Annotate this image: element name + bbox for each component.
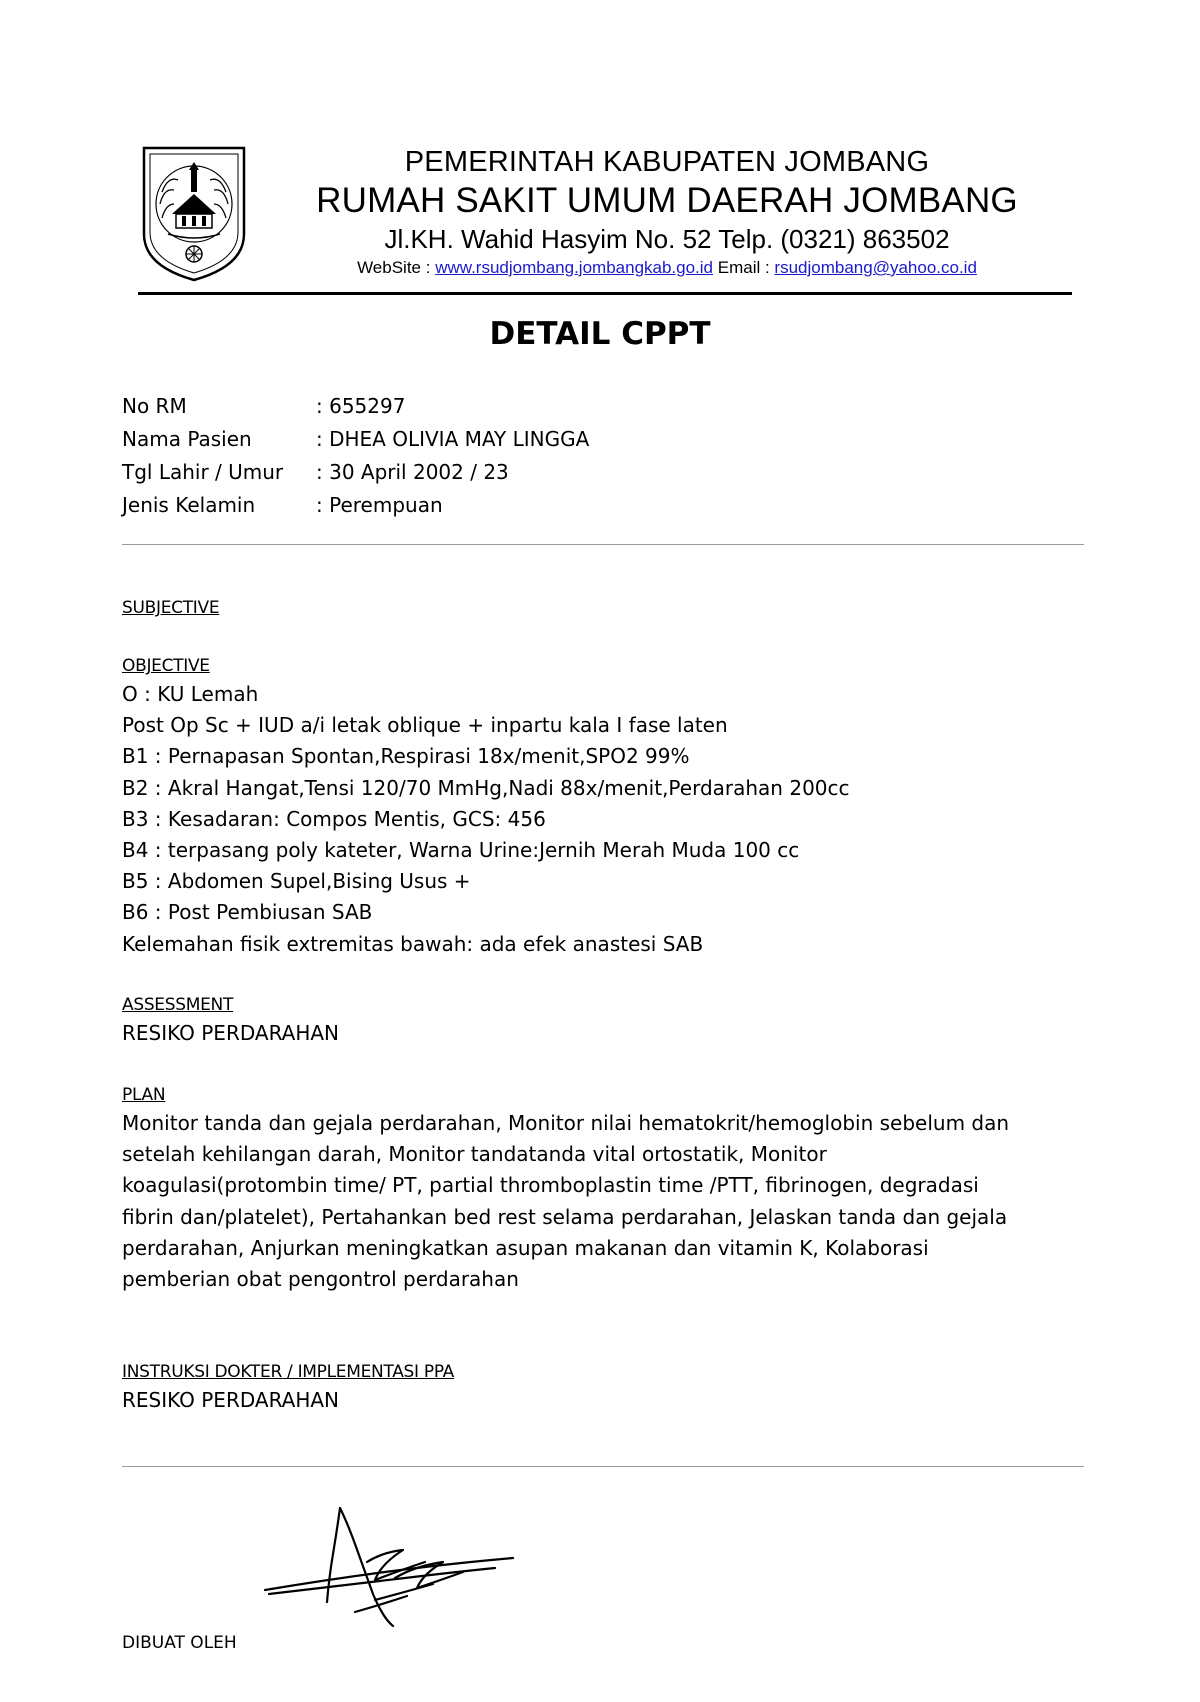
- no-rm-label: No RM: [122, 394, 187, 418]
- email-label: Email :: [713, 258, 775, 277]
- plan-line: pemberian obat pengontrol perdarahan: [122, 1267, 519, 1292]
- dob-label: Tgl Lahir / Umur: [122, 460, 284, 484]
- assessment-heading: ASSESSMENT: [122, 995, 234, 1015]
- subjective-section: [122, 597, 1084, 619]
- objective-line: Post Op Sc + IUD a/i letak oblique + inpartu kala I fase laten: [122, 713, 728, 738]
- gender-label: Jenis Kelamin: [122, 493, 256, 517]
- objective-line: B2 : Akral Hangat,Tensi 120/70 MmHg,Nadi 88x/menit,Perdarahan 200cc: [122, 775, 850, 800]
- hospital-address: Jl.KH. Wahid Hasyim No. 52 Telp. (0321) 863502: [384, 224, 950, 254]
- objective-line: B4 : terpasang poly kateter, Warna Urine:Jernih Merah Muda 100 cc: [122, 838, 800, 863]
- objective-line: Kelemahan fisik extremitas bawah: ada efek anastesi SAB: [122, 931, 704, 956]
- instruction-heading: INSTRUKSI DOKTER / IMPLEMENTASI PPA: [122, 1362, 455, 1382]
- signature-image: [255, 1500, 515, 1630]
- no-rm-value: : 655297: [316, 394, 406, 418]
- plan-heading: PLAN: [122, 1085, 166, 1105]
- plan-section: [122, 1084, 1084, 1295]
- objective-heading: OBJECTIVE: [122, 656, 210, 676]
- info-row-name: [122, 423, 589, 456]
- objective-line: O : KU Lemah: [122, 682, 259, 706]
- letterhead-rule: [138, 292, 1072, 295]
- objective-line: B5 : Abdomen Supel,Bising Usus +: [122, 869, 471, 894]
- objective-line: B1 : Pernapasan Spontan,Respirasi 18x/menit,SPO2 99%: [122, 744, 690, 769]
- dob-value: : 30 April 2002 / 23: [316, 460, 509, 484]
- subjective-heading: SUBJECTIVE: [122, 598, 220, 618]
- assessment-section: [122, 994, 1084, 1049]
- instruction-section: [122, 1361, 1084, 1416]
- letterhead: [138, 138, 1072, 298]
- patient-name-label: Nama Pasien: [122, 427, 252, 451]
- created-by-label: DIBUAT OLEH: [122, 1633, 237, 1653]
- government-name: PEMERINTAH KABUPATEN JOMBANG: [404, 146, 930, 178]
- website-label: WebSite :: [357, 258, 436, 277]
- info-row-dob: [122, 456, 589, 489]
- info-row-no-rm: [122, 390, 589, 423]
- plan-line: setelah kehilangan darah, Monitor tandatanda vital ortostatik, Monitor: [122, 1142, 827, 1167]
- divider-top: [122, 544, 1084, 545]
- document-title: DETAIL CPPT: [489, 316, 711, 352]
- plan-line: koagulasi(protombin time/ PT, partial thromboplastin time /PTT, fibrinogen, degradasi: [122, 1173, 979, 1198]
- objective-section: [122, 655, 1084, 960]
- gender-value: : Perempuan: [316, 493, 443, 517]
- instruction-text: RESIKO PERDARAHAN: [122, 1388, 340, 1412]
- regency-seal-logo-icon: [138, 142, 250, 284]
- objective-line: B6 : Post Pembiusan SAB: [122, 900, 373, 925]
- plan-line: Monitor tanda dan gejala perdarahan, Monitor nilai hematokrit/hemoglobin sebelum dan: [122, 1111, 1010, 1135]
- letterhead-text: [262, 138, 1072, 280]
- objective-lines: [122, 679, 1084, 960]
- plan-text: [122, 1108, 1084, 1295]
- assessment-text: RESIKO PERDARAHAN: [122, 1021, 340, 1045]
- contact-line: [262, 256, 1072, 280]
- hospital-name: RUMAH SAKIT UMUM DAERAH JOMBANG: [316, 181, 1018, 220]
- info-row-gender: [122, 489, 589, 522]
- patient-info: [122, 390, 589, 522]
- divider-bottom: [122, 1466, 1084, 1467]
- patient-name-value: : DHEA OLIVIA MAY LINGGA: [316, 427, 590, 451]
- plan-line: fibrin dan/platelet), Pertahankan bed rest selama perdarahan, Jelaskan tanda dan gejala: [122, 1204, 1008, 1229]
- plan-line: perdarahan, Anjurkan meningkatkan asupan makanan dan vitamin K, Kolaborasi: [122, 1235, 929, 1260]
- objective-line: B3 : Kesadaran: Compos Mentis, GCS: 456: [122, 806, 546, 831]
- email-link[interactable]: rsudjombang@yahoo.co.id: [774, 258, 977, 277]
- website-link[interactable]: www.rsudjombang.jombangkab.go.id: [435, 258, 714, 277]
